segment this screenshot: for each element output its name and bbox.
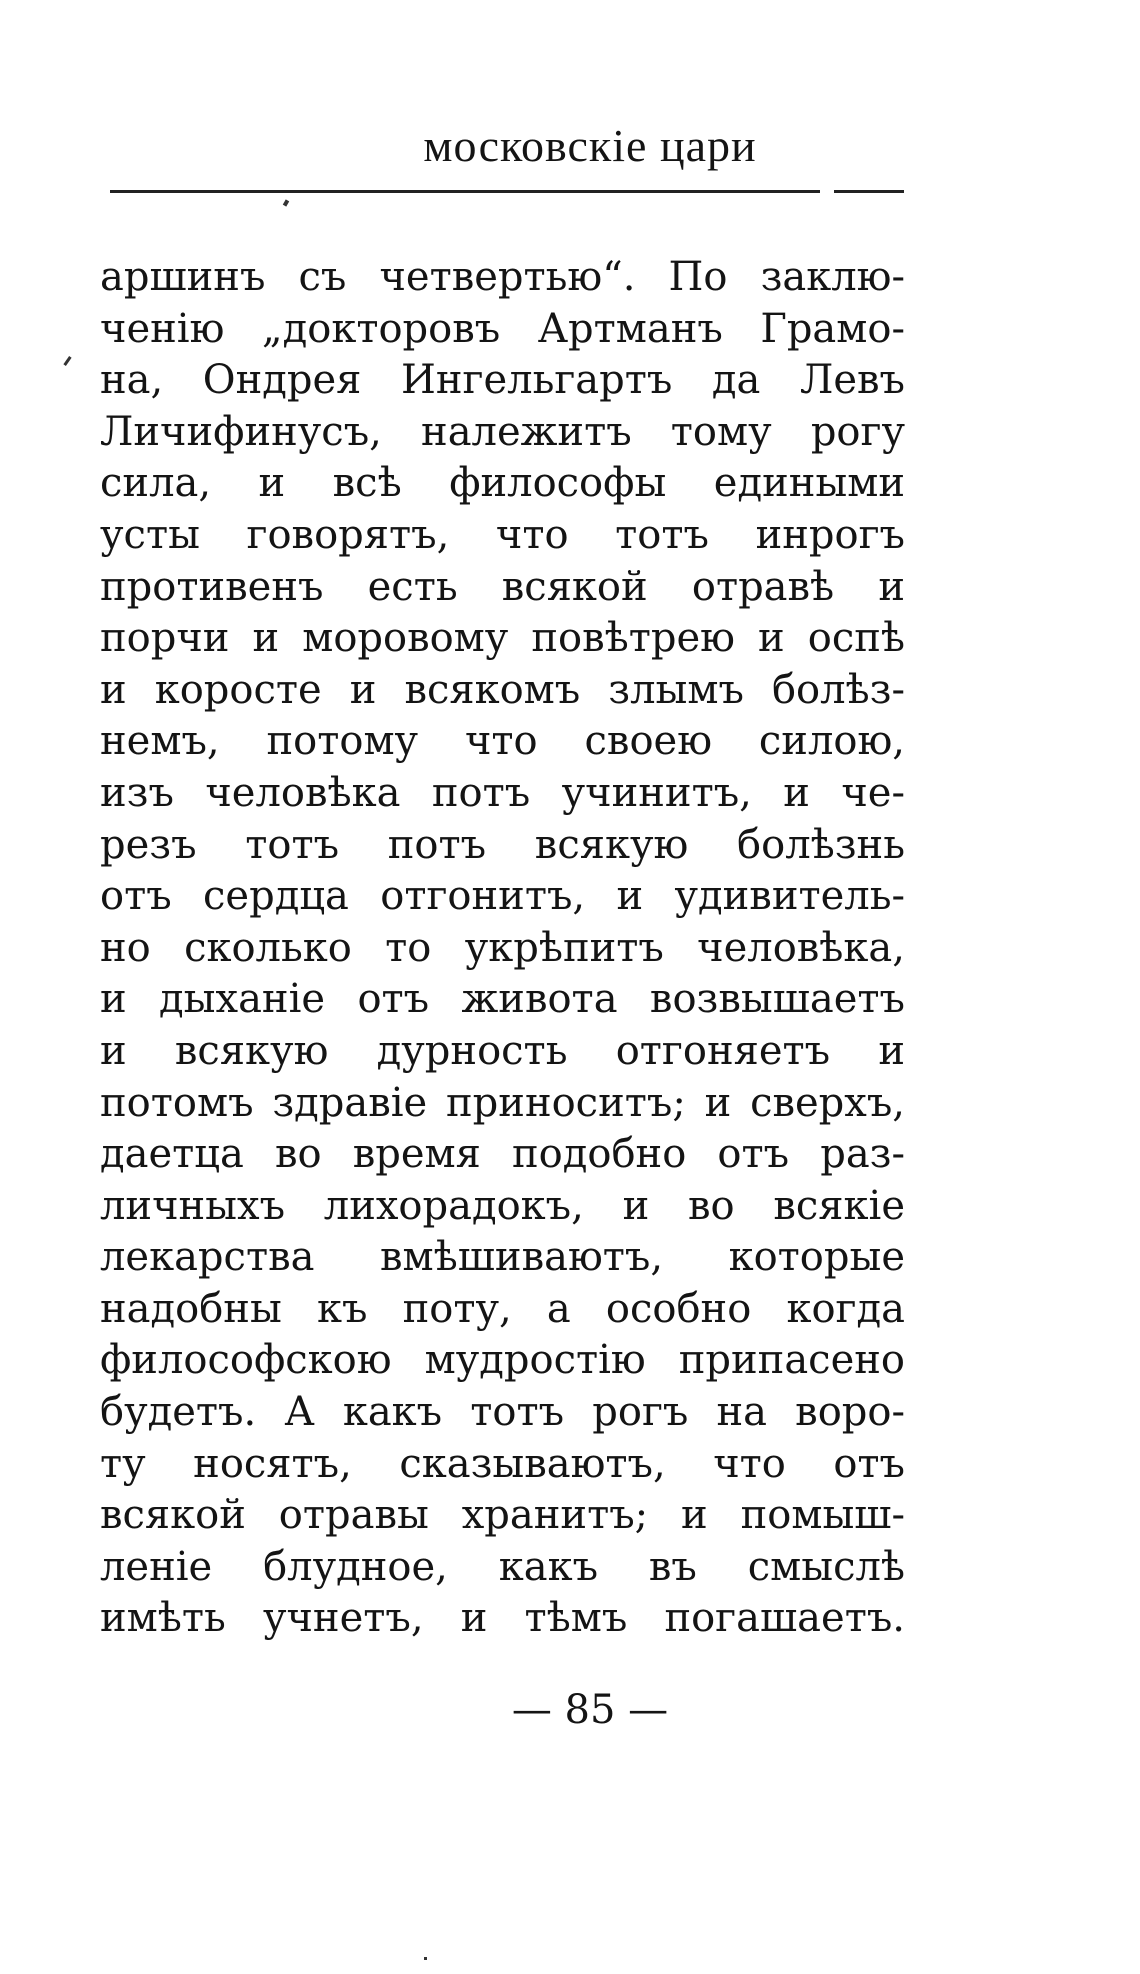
print-speck (283, 199, 289, 206)
text-line: порчи и моровому повѣтрею и оспѣ (100, 615, 905, 662)
text-line: будетъ. А какъ тотъ рогъ на воро- (100, 1389, 905, 1436)
text-line: немъ, потому что своею силою, (100, 718, 905, 765)
text-line: личныхъ лихорадокъ, и во всякіе (100, 1182, 905, 1229)
text-line: отъ сердца отгонитъ, и удивитель- (100, 873, 905, 920)
text-line: ту носятъ, сказываютъ, что отъ (100, 1440, 905, 1487)
page-number: — 85 — (511, 1687, 669, 1733)
text-line: на, Ондрея Ингельгартъ да Левъ (100, 357, 905, 404)
text-line: но сколько то укрѣпитъ человѣка, (100, 924, 905, 971)
text-line: Личифинусъ, належитъ тому рогу (100, 408, 905, 455)
print-speck (63, 356, 71, 366)
text-line: даетца во время подобно отъ раз- (100, 1131, 905, 1178)
text-line: усты говорятъ, что тотъ инрогъ (100, 511, 905, 558)
text-line: изъ человѣка потъ учинитъ, и че- (100, 769, 905, 816)
text-line: всякой отравы хранитъ; и помыш- (100, 1492, 905, 1539)
header-rule (110, 190, 820, 193)
running-head: московскіе цари (423, 120, 757, 171)
text-line: философскою мудростію припасено (100, 1337, 905, 1384)
text-line: противенъ есть всякой отравѣ и (100, 563, 905, 610)
text-line: аршинъ съ четвертью“. По заклю- (100, 254, 905, 300)
text-line: и дыханіе отъ живота возвышаетъ (100, 976, 905, 1023)
text-line: и всякую дурность отгоняетъ и (100, 1027, 905, 1074)
text-line: надобны къ поту, а особно когда (100, 1285, 905, 1332)
text-line: имѣть учнетъ, и тѣмъ погашаетъ. (100, 1595, 905, 1642)
header-rule-short (834, 190, 904, 193)
text-line: и коросте и всякомъ злымъ болѣз- (100, 666, 905, 713)
text-line: резъ тотъ потъ всякую болѣзнь (100, 821, 905, 868)
text-line: лекарства вмѣшиваютъ, которые (100, 1234, 905, 1281)
print-speck (424, 1957, 427, 1960)
text-line: потомъ здравіе приноситъ; и сверхъ, (100, 1079, 905, 1126)
text-line: ченію „докторовъ Артманъ Грамо- (100, 305, 905, 352)
body-text (100, 252, 905, 1645)
text-line: сила, и всѣ философы едиными (100, 460, 905, 507)
text-line: леніе блудное, какъ въ смыслѣ (100, 1543, 905, 1590)
